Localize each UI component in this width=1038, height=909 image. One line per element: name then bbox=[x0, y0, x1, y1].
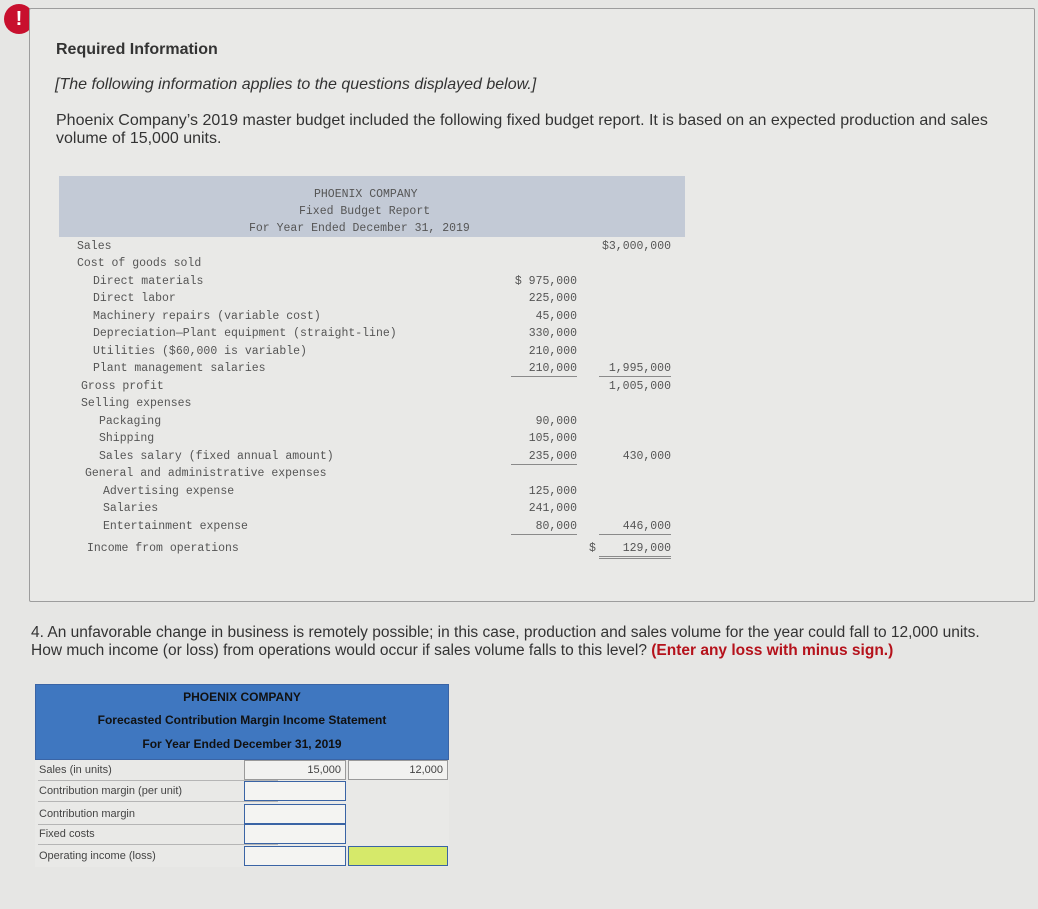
alert-icon: ! bbox=[4, 4, 34, 34]
sales-units-15000: 15,000 bbox=[244, 760, 346, 780]
row-label: Sales salary (fixed annual amount) bbox=[99, 450, 334, 463]
statement-row-label: Operating income (loss) bbox=[39, 850, 156, 862]
row-total: 1,005,000 bbox=[608, 380, 671, 393]
row-amount: 80,000 bbox=[511, 520, 577, 535]
question-4 bbox=[31, 624, 1006, 660]
statement-row-label: Contribution margin (per unit) bbox=[39, 785, 183, 797]
cm-total-input-1[interactable] bbox=[244, 804, 346, 824]
row-amount: 225,000 bbox=[528, 292, 577, 305]
row-label: Income from operations bbox=[87, 542, 239, 555]
information-note: [The following information applies to the questions displayed below.] bbox=[55, 76, 537, 93]
row-label: Direct labor bbox=[93, 292, 176, 305]
intro-paragraph: Phoenix Company’s 2019 master budget included the following fixed budget report. It is based on an expected production and sales volume of 15,000 units. bbox=[56, 112, 988, 147]
row-amount: 90,000 bbox=[535, 415, 577, 428]
operating-income-input-2[interactable] bbox=[348, 846, 448, 866]
row-total: 1,995,000 bbox=[599, 362, 671, 377]
statement-row-label: Sales (in units) bbox=[39, 764, 112, 776]
statement-title: Forecasted Contribution Margin Income Statement bbox=[97, 713, 387, 727]
row-total: 446,000 bbox=[599, 520, 671, 535]
operating-income-input-1[interactable] bbox=[244, 846, 346, 866]
row-amount: 210,000 bbox=[511, 362, 577, 377]
row-divider bbox=[38, 801, 278, 802]
row-label: Direct materials bbox=[93, 275, 204, 288]
statement-company: PHOENIX COMPANY bbox=[183, 690, 301, 704]
row-amount: $ 975,000 bbox=[514, 275, 577, 288]
row-prefix: $ bbox=[589, 542, 596, 555]
row-label: Shipping bbox=[99, 432, 155, 445]
report-title: Fixed Budget Report bbox=[299, 205, 431, 218]
fixed-budget-report bbox=[59, 176, 685, 576]
row-amount: 241,000 bbox=[528, 502, 577, 515]
row-amount: 210,000 bbox=[528, 345, 577, 358]
row-label: Gross profit bbox=[81, 380, 164, 393]
sales-units-12000: 12,000 bbox=[348, 760, 448, 780]
row-divider bbox=[38, 844, 278, 845]
row-label: Packaging bbox=[99, 415, 162, 428]
row-amount: 125,000 bbox=[528, 485, 577, 498]
row-label: Selling expenses bbox=[81, 397, 192, 410]
statement-row-label: Contribution margin bbox=[39, 808, 135, 820]
statement-row-label: Fixed costs bbox=[39, 828, 95, 840]
row-amount: 330,000 bbox=[528, 327, 577, 340]
row-label: Plant management salaries bbox=[93, 362, 266, 375]
row-label: General and administrative expenses bbox=[85, 467, 327, 480]
contribution-margin-statement bbox=[35, 684, 449, 867]
row-total: 129,000 bbox=[599, 542, 671, 559]
row-label: Depreciation—Plant equipment (straight-line) bbox=[93, 327, 397, 340]
statement-period: For Year Ended December 31, 2019 bbox=[142, 737, 342, 751]
question-text: 4. An unfavorable change in business is remotely possible; in this case, production and sales volume for the year could fall to 12,000 units. How much income (or loss) from operations would occur if sales volume falls to this level? bbox=[31, 624, 980, 659]
row-label: Salaries bbox=[103, 502, 159, 515]
required-information-title: Required Information bbox=[56, 41, 218, 58]
report-company: PHOENIX COMPANY bbox=[314, 188, 418, 201]
row-label: Utilities ($60,000 is variable) bbox=[93, 345, 307, 358]
row-total: $3,000,000 bbox=[601, 240, 671, 253]
statement-header bbox=[35, 684, 449, 760]
row-label: Sales bbox=[77, 240, 112, 253]
row-amount: 45,000 bbox=[535, 310, 577, 323]
row-label: Advertising expense bbox=[103, 485, 235, 498]
row-label: Cost of goods sold bbox=[77, 257, 202, 270]
required-information-panel bbox=[29, 8, 1035, 602]
row-label: Entertainment expense bbox=[103, 520, 248, 533]
row-label: Machinery repairs (variable cost) bbox=[93, 310, 321, 323]
row-total: 430,000 bbox=[622, 450, 671, 463]
row-amount: 105,000 bbox=[528, 432, 577, 445]
report-period: For Year Ended December 31, 2019 bbox=[249, 222, 470, 235]
row-amount: 235,000 bbox=[511, 450, 577, 465]
question-instruction: (Enter any loss with minus sign.) bbox=[651, 642, 894, 659]
cm-per-unit-input-1[interactable] bbox=[244, 781, 346, 801]
fixed-costs-input-1[interactable] bbox=[244, 824, 346, 844]
